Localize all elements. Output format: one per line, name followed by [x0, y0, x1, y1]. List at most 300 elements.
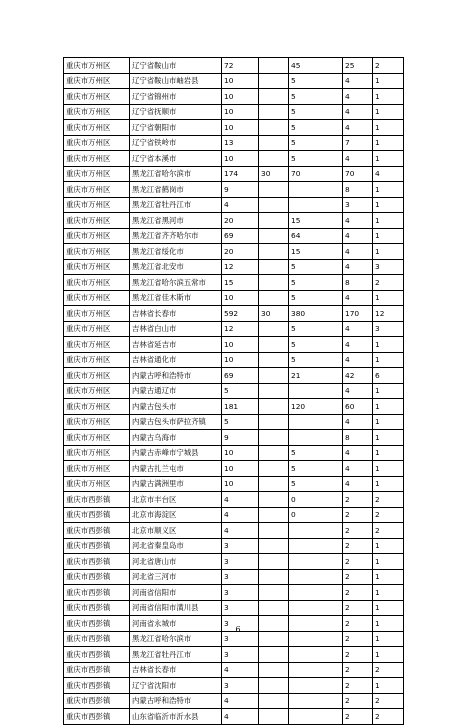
destination-cell: 吉林省长春市 — [130, 662, 222, 678]
col-c-cell — [289, 554, 343, 570]
col-b-cell — [259, 337, 289, 353]
col-b-cell — [259, 445, 289, 461]
col-e-cell: 6 — [373, 368, 404, 384]
table-row — [64, 461, 404, 477]
col-c-cell — [289, 709, 343, 725]
col-d-cell: 2 — [343, 631, 373, 647]
col-b-cell — [259, 73, 289, 89]
col-c-cell: 5 — [289, 151, 343, 167]
col-d-cell: 4 — [343, 290, 373, 306]
col-b-cell — [259, 430, 289, 446]
col-b-cell — [259, 275, 289, 291]
col-b-cell — [259, 290, 289, 306]
total-cell: 10 — [222, 290, 259, 306]
origin-cell: 重庆市万州区 — [64, 120, 130, 136]
total-cell: 20 — [222, 213, 259, 229]
table-row — [64, 693, 404, 709]
total-cell: 3 — [222, 631, 259, 647]
col-d-cell: 4 — [343, 228, 373, 244]
col-e-cell: 1 — [373, 135, 404, 151]
table-row — [64, 600, 404, 616]
total-cell: 4 — [222, 523, 259, 539]
origin-cell: 重庆市万州区 — [64, 383, 130, 399]
table-row — [64, 213, 404, 229]
table-row — [64, 368, 404, 384]
col-c-cell: 21 — [289, 368, 343, 384]
origin-cell: 重庆市万州区 — [64, 104, 130, 120]
table-row — [64, 569, 404, 585]
col-b-cell — [259, 678, 289, 694]
origin-cell: 重庆市万州区 — [64, 244, 130, 260]
total-cell: 10 — [222, 73, 259, 89]
destination-cell: 黑龙江省鹤岗市 — [130, 182, 222, 198]
origin-cell: 重庆市万州区 — [64, 166, 130, 182]
table-row — [64, 585, 404, 601]
table-row — [64, 73, 404, 89]
destination-cell: 吉林省延吉市 — [130, 337, 222, 353]
col-e-cell: 1 — [373, 73, 404, 89]
destination-cell: 内蒙古通辽市 — [130, 383, 222, 399]
col-e-cell: 1 — [373, 554, 404, 570]
origin-cell: 重庆市万州区 — [64, 337, 130, 353]
col-d-cell: 2 — [343, 678, 373, 694]
destination-cell: 内蒙古满洲里市 — [130, 476, 222, 492]
col-e-cell: 1 — [373, 399, 404, 415]
col-e-cell: 1 — [373, 414, 404, 430]
destination-cell: 黑龙江省哈尔滨市 — [130, 166, 222, 182]
destination-cell: 辽宁省沈阳市 — [130, 678, 222, 694]
col-c-cell: 5 — [289, 290, 343, 306]
col-b-cell — [259, 368, 289, 384]
destination-cell: 黑龙江省黑河市 — [130, 213, 222, 229]
total-cell: 9 — [222, 430, 259, 446]
col-e-cell: 2 — [373, 58, 404, 74]
col-e-cell: 4 — [373, 166, 404, 182]
col-c-cell: 15 — [289, 244, 343, 260]
col-c-cell: 15 — [289, 213, 343, 229]
table-row — [64, 445, 404, 461]
col-e-cell: 1 — [373, 290, 404, 306]
col-e-cell: 1 — [373, 228, 404, 244]
total-cell: 15 — [222, 275, 259, 291]
origin-cell: 重庆市万州区 — [64, 368, 130, 384]
destination-cell: 辽宁省鞍山市 — [130, 58, 222, 74]
col-c-cell: 5 — [289, 120, 343, 136]
col-c-cell: 5 — [289, 275, 343, 291]
destination-cell: 辽宁省鞍山市岫岩县 — [130, 73, 222, 89]
origin-cell: 重庆市万州区 — [64, 275, 130, 291]
origin-cell: 重庆市万州区 — [64, 445, 130, 461]
col-b-cell — [259, 383, 289, 399]
col-e-cell: 2 — [373, 662, 404, 678]
col-e-cell: 1 — [373, 616, 404, 632]
total-cell: 4 — [222, 709, 259, 725]
total-cell: 4 — [222, 662, 259, 678]
origin-cell: 重庆市西彭镇 — [64, 492, 130, 508]
col-c-cell: 120 — [289, 399, 343, 415]
origin-cell: 重庆市西彭镇 — [64, 585, 130, 601]
col-d-cell: 8 — [343, 430, 373, 446]
origin-cell: 重庆市万州区 — [64, 213, 130, 229]
col-d-cell: 2 — [343, 693, 373, 709]
col-c-cell: 0 — [289, 492, 343, 508]
total-cell: 5 — [222, 414, 259, 430]
col-d-cell: 2 — [343, 600, 373, 616]
col-d-cell: 4 — [343, 259, 373, 275]
col-d-cell: 4 — [343, 321, 373, 337]
col-b-cell — [259, 197, 289, 213]
col-c-cell: 5 — [289, 352, 343, 368]
col-b-cell — [259, 89, 289, 105]
col-c-cell — [289, 678, 343, 694]
col-d-cell: 4 — [343, 352, 373, 368]
col-e-cell: 2 — [373, 492, 404, 508]
col-d-cell: 2 — [343, 538, 373, 554]
col-d-cell: 42 — [343, 368, 373, 384]
table-row — [64, 399, 404, 415]
total-cell: 10 — [222, 461, 259, 477]
col-e-cell: 1 — [373, 585, 404, 601]
col-c-cell — [289, 585, 343, 601]
destination-cell: 河南省信阳市 — [130, 585, 222, 601]
col-d-cell: 3 — [343, 197, 373, 213]
table-row — [64, 290, 404, 306]
table-row — [64, 678, 404, 694]
col-e-cell: 1 — [373, 151, 404, 167]
origin-cell: 重庆市万州区 — [64, 58, 130, 74]
col-d-cell: 4 — [343, 445, 373, 461]
origin-cell: 重庆市万州区 — [64, 430, 130, 446]
origin-cell: 重庆市西彭镇 — [64, 600, 130, 616]
col-e-cell: 1 — [373, 197, 404, 213]
destination-cell: 北京市顺义区 — [130, 523, 222, 539]
col-d-cell: 170 — [343, 306, 373, 322]
col-e-cell: 1 — [373, 600, 404, 616]
total-cell: 13 — [222, 135, 259, 151]
origin-cell: 重庆市万州区 — [64, 228, 130, 244]
total-cell: 10 — [222, 151, 259, 167]
col-c-cell: 5 — [289, 461, 343, 477]
col-e-cell: 1 — [373, 678, 404, 694]
total-cell: 10 — [222, 445, 259, 461]
table-row — [64, 523, 404, 539]
origin-cell: 重庆市西彭镇 — [64, 538, 130, 554]
col-e-cell: 2 — [373, 709, 404, 725]
table-row — [64, 89, 404, 105]
destination-cell: 黑龙江省佳木斯市 — [130, 290, 222, 306]
col-d-cell: 7 — [343, 135, 373, 151]
origin-cell: 重庆市西彭镇 — [64, 693, 130, 709]
col-c-cell: 5 — [289, 89, 343, 105]
table-row — [64, 182, 404, 198]
col-c-cell: 64 — [289, 228, 343, 244]
col-d-cell: 2 — [343, 492, 373, 508]
col-b-cell — [259, 104, 289, 120]
col-c-cell: 5 — [289, 337, 343, 353]
table-row — [64, 476, 404, 492]
destination-cell: 吉林省白山市 — [130, 321, 222, 337]
col-c-cell: 5 — [289, 476, 343, 492]
total-cell: 3 — [222, 600, 259, 616]
table-row — [64, 492, 404, 508]
col-c-cell — [289, 182, 343, 198]
col-e-cell: 1 — [373, 569, 404, 585]
col-d-cell: 60 — [343, 399, 373, 415]
destination-cell: 河南省信阳市潢川县 — [130, 600, 222, 616]
col-d-cell: 8 — [343, 182, 373, 198]
col-d-cell: 2 — [343, 709, 373, 725]
col-b-cell — [259, 414, 289, 430]
table-row — [64, 259, 404, 275]
col-e-cell: 1 — [373, 631, 404, 647]
destination-cell: 河北省秦皇岛市 — [130, 538, 222, 554]
col-b-cell — [259, 321, 289, 337]
col-b-cell — [259, 259, 289, 275]
col-b-cell — [259, 693, 289, 709]
col-b-cell — [259, 352, 289, 368]
total-cell: 10 — [222, 476, 259, 492]
col-b-cell — [259, 507, 289, 523]
col-b-cell — [259, 135, 289, 151]
col-b-cell — [259, 120, 289, 136]
origin-cell: 重庆市万州区 — [64, 135, 130, 151]
origin-cell: 重庆市万州区 — [64, 259, 130, 275]
col-e-cell: 1 — [373, 445, 404, 461]
origin-cell: 重庆市万州区 — [64, 321, 130, 337]
col-c-cell: 5 — [289, 321, 343, 337]
col-e-cell: 2 — [373, 507, 404, 523]
col-c-cell — [289, 569, 343, 585]
col-d-cell: 4 — [343, 244, 373, 260]
table-row — [64, 647, 404, 663]
destination-cell: 黑龙江省北安市 — [130, 259, 222, 275]
col-d-cell: 4 — [343, 383, 373, 399]
origin-cell: 重庆市万州区 — [64, 414, 130, 430]
destination-cell: 内蒙古呼和浩特市 — [130, 368, 222, 384]
total-cell: 3 — [222, 569, 259, 585]
total-cell: 4 — [222, 507, 259, 523]
col-e-cell: 1 — [373, 461, 404, 477]
page-number: 6 — [235, 625, 241, 634]
origin-cell: 重庆市西彭镇 — [64, 678, 130, 694]
origin-cell: 重庆市万州区 — [64, 476, 130, 492]
origin-cell: 重庆市西彭镇 — [64, 569, 130, 585]
table-row — [64, 244, 404, 260]
col-d-cell: 4 — [343, 151, 373, 167]
destination-cell: 辽宁省抚顺市 — [130, 104, 222, 120]
col-b-cell — [259, 399, 289, 415]
col-c-cell: 5 — [289, 445, 343, 461]
origin-cell: 重庆市万州区 — [64, 306, 130, 322]
col-e-cell: 1 — [373, 213, 404, 229]
col-b-cell — [259, 600, 289, 616]
total-cell: 10 — [222, 120, 259, 136]
col-b-cell: 30 — [259, 306, 289, 322]
table-row — [64, 135, 404, 151]
col-d-cell: 4 — [343, 337, 373, 353]
col-e-cell: 1 — [373, 476, 404, 492]
col-e-cell: 2 — [373, 275, 404, 291]
col-e-cell: 12 — [373, 306, 404, 322]
table-row — [64, 166, 404, 182]
total-cell: 3 — [222, 538, 259, 554]
col-c-cell: 5 — [289, 259, 343, 275]
col-b-cell — [259, 523, 289, 539]
col-c-cell: 380 — [289, 306, 343, 322]
col-d-cell: 4 — [343, 476, 373, 492]
destination-cell: 黑龙江省牡丹江市 — [130, 197, 222, 213]
destination-cell: 内蒙古赤峰市宁城县 — [130, 445, 222, 461]
col-c-cell: 5 — [289, 135, 343, 151]
destination-cell: 黑龙江省哈尔滨市 — [130, 631, 222, 647]
col-c-cell — [289, 197, 343, 213]
col-c-cell — [289, 414, 343, 430]
destination-cell: 河南省永城市 — [130, 616, 222, 632]
col-c-cell — [289, 383, 343, 399]
table-row — [64, 321, 404, 337]
col-b-cell — [259, 151, 289, 167]
col-d-cell: 4 — [343, 73, 373, 89]
destination-cell: 河北省唐山市 — [130, 554, 222, 570]
destination-cell: 黑龙江省哈尔滨五常市 — [130, 275, 222, 291]
origin-cell: 重庆市万州区 — [64, 89, 130, 105]
col-b-cell — [259, 228, 289, 244]
col-e-cell: 1 — [373, 104, 404, 120]
total-cell: 10 — [222, 337, 259, 353]
origin-cell: 重庆市万州区 — [64, 73, 130, 89]
total-cell: 72 — [222, 58, 259, 74]
total-cell: 12 — [222, 321, 259, 337]
col-d-cell: 2 — [343, 647, 373, 663]
total-cell: 592 — [222, 306, 259, 322]
destination-cell: 北京市海淀区 — [130, 507, 222, 523]
col-d-cell: 4 — [343, 414, 373, 430]
total-cell: 9 — [222, 182, 259, 198]
col-e-cell: 1 — [373, 89, 404, 105]
col-d-cell: 8 — [343, 275, 373, 291]
destination-cell: 黑龙江省绥化市 — [130, 244, 222, 260]
col-d-cell: 2 — [343, 554, 373, 570]
col-d-cell: 70 — [343, 166, 373, 182]
col-b-cell — [259, 569, 289, 585]
col-c-cell: 70 — [289, 166, 343, 182]
col-e-cell: 1 — [373, 337, 404, 353]
destination-cell: 内蒙古包头市 — [130, 399, 222, 415]
col-e-cell: 3 — [373, 321, 404, 337]
col-c-cell: 0 — [289, 507, 343, 523]
col-b-cell — [259, 492, 289, 508]
origin-cell: 重庆市西彭镇 — [64, 616, 130, 632]
table-row — [64, 430, 404, 446]
destination-cell: 河北省三河市 — [130, 569, 222, 585]
origin-cell: 重庆市西彭镇 — [64, 647, 130, 663]
origin-cell: 重庆市万州区 — [64, 399, 130, 415]
col-e-cell: 1 — [373, 538, 404, 554]
col-c-cell — [289, 523, 343, 539]
total-cell: 4 — [222, 693, 259, 709]
total-cell: 10 — [222, 352, 259, 368]
table-row — [64, 538, 404, 554]
col-b-cell — [259, 476, 289, 492]
col-e-cell: 3 — [373, 259, 404, 275]
total-cell: 69 — [222, 228, 259, 244]
destination-cell: 黑龙江省牡丹江市 — [130, 647, 222, 663]
destination-cell: 辽宁省朝阳市 — [130, 120, 222, 136]
total-cell: 3 — [222, 616, 259, 632]
col-d-cell: 2 — [343, 662, 373, 678]
origin-cell: 重庆市西彭镇 — [64, 631, 130, 647]
col-b-cell — [259, 182, 289, 198]
col-e-cell: 1 — [373, 244, 404, 260]
origin-cell: 重庆市万州区 — [64, 197, 130, 213]
table-row — [64, 197, 404, 213]
col-c-cell: 5 — [289, 104, 343, 120]
col-d-cell: 2 — [343, 523, 373, 539]
origin-cell: 重庆市万州区 — [64, 151, 130, 167]
origin-cell: 重庆市西彭镇 — [64, 507, 130, 523]
destination-cell: 内蒙古包头市萨拉齐镇 — [130, 414, 222, 430]
col-b-cell — [259, 461, 289, 477]
destination-cell: 山东省临沂市沂水县 — [130, 709, 222, 725]
table-row — [64, 554, 404, 570]
destination-cell: 内蒙古呼和浩特市 — [130, 693, 222, 709]
total-cell: 10 — [222, 104, 259, 120]
col-d-cell: 4 — [343, 213, 373, 229]
table-row — [64, 306, 404, 322]
table-row — [64, 383, 404, 399]
destination-cell: 黑龙江省齐齐哈尔市 — [130, 228, 222, 244]
col-e-cell: 1 — [373, 430, 404, 446]
origin-cell: 重庆市万州区 — [64, 290, 130, 306]
col-e-cell: 1 — [373, 383, 404, 399]
col-d-cell: 2 — [343, 585, 373, 601]
table-row — [64, 352, 404, 368]
total-cell: 5 — [222, 383, 259, 399]
col-e-cell: 1 — [373, 352, 404, 368]
total-cell: 174 — [222, 166, 259, 182]
table-row — [64, 337, 404, 353]
col-b-cell — [259, 213, 289, 229]
table-row — [64, 228, 404, 244]
table-row — [64, 151, 404, 167]
total-cell: 10 — [222, 89, 259, 105]
col-b-cell — [259, 554, 289, 570]
table-row — [64, 58, 404, 74]
col-d-cell: 2 — [343, 507, 373, 523]
col-b-cell — [259, 647, 289, 663]
col-e-cell: 1 — [373, 182, 404, 198]
total-cell: 3 — [222, 585, 259, 601]
table-row — [64, 275, 404, 291]
destination-cell: 内蒙古扎兰屯市 — [130, 461, 222, 477]
destination-cell: 辽宁省铁岭市 — [130, 135, 222, 151]
col-c-cell — [289, 693, 343, 709]
col-b-cell: 30 — [259, 166, 289, 182]
total-cell: 20 — [222, 244, 259, 260]
total-cell: 12 — [222, 259, 259, 275]
col-b-cell — [259, 538, 289, 554]
total-cell: 3 — [222, 554, 259, 570]
destination-cell: 吉林省通化市 — [130, 352, 222, 368]
destination-cell: 辽宁省本溪市 — [130, 151, 222, 167]
table-row — [64, 709, 404, 725]
col-e-cell: 2 — [373, 523, 404, 539]
col-c-cell: 5 — [289, 73, 343, 89]
col-c-cell — [289, 647, 343, 663]
col-c-cell — [289, 600, 343, 616]
origin-cell: 重庆市万州区 — [64, 352, 130, 368]
col-b-cell — [259, 709, 289, 725]
